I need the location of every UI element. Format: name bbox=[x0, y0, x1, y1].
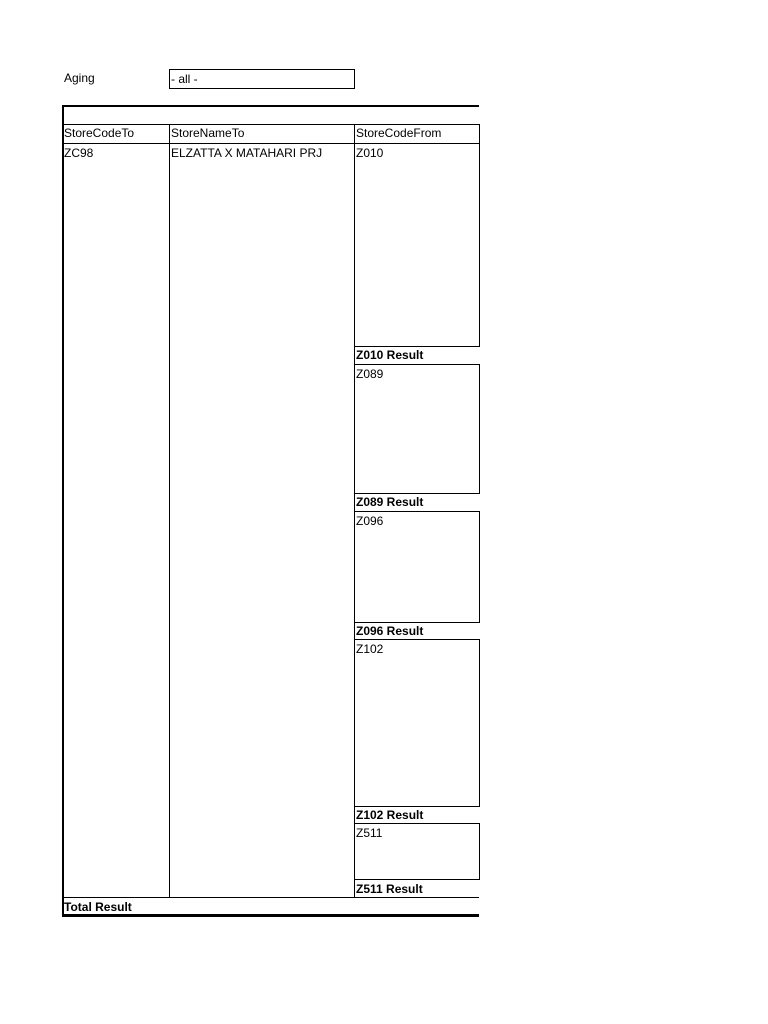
group-code: Z102 bbox=[356, 642, 384, 656]
group-code: Z511 bbox=[356, 826, 383, 840]
column-divider-3 bbox=[479, 124, 480, 144]
aging-filter-select[interactable] bbox=[169, 69, 355, 89]
column-divider-1 bbox=[169, 124, 170, 898]
total-top-border bbox=[62, 897, 479, 898]
group-cell bbox=[354, 639, 480, 807]
group-code: Z089 bbox=[356, 367, 384, 381]
header-store-code-to: StoreCodeTo bbox=[64, 126, 135, 140]
group-result: Z089 Result bbox=[356, 495, 424, 509]
group-cell bbox=[354, 143, 480, 347]
header-store-code-from: StoreCodeFrom bbox=[356, 126, 442, 140]
group-result: Z511 Result bbox=[356, 882, 423, 896]
group-result: Z010 Result bbox=[356, 348, 424, 362]
table-top-border bbox=[62, 105, 479, 107]
aging-label: Aging bbox=[64, 71, 95, 85]
group-cell bbox=[354, 364, 480, 494]
aging-filter-value: - all - bbox=[171, 72, 198, 86]
header-store-name-to: StoreNameTo bbox=[171, 126, 245, 140]
cell-store-code-to: ZC98 bbox=[64, 146, 94, 160]
group-code: Z096 bbox=[356, 514, 384, 528]
table-left-border bbox=[62, 105, 64, 917]
header-top-border bbox=[62, 124, 479, 125]
table-bottom-border bbox=[62, 914, 479, 917]
group-code: Z010 bbox=[356, 146, 384, 160]
total-result-label: Total Result bbox=[64, 900, 132, 914]
cell-store-name-to: ELZATTA X MATAHARI PRJ bbox=[171, 146, 323, 160]
group-result: Z096 Result bbox=[356, 624, 424, 638]
group-result: Z102 Result bbox=[356, 808, 424, 822]
